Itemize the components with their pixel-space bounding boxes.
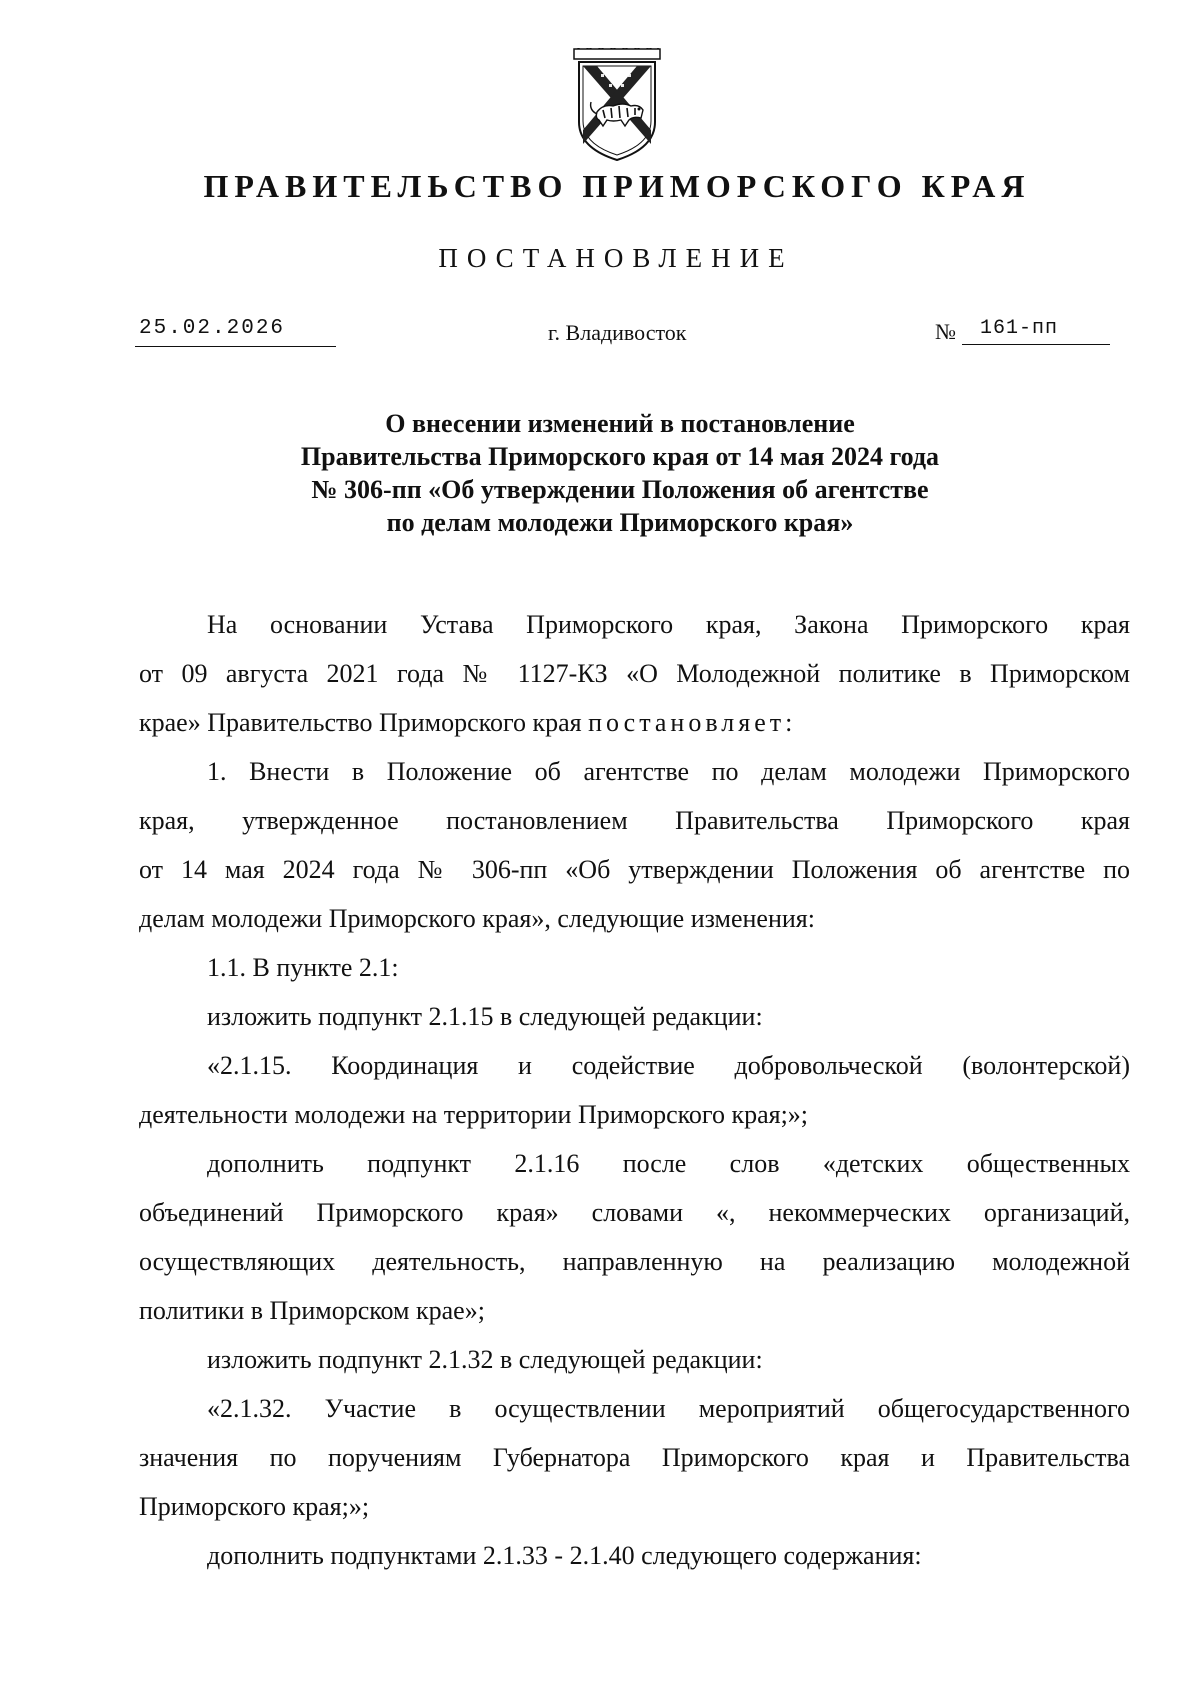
quote-2-1-32-line: «2.1.32. Участие в осуществлении мероприятий общегосударственного: [207, 1394, 1130, 1423]
preamble-line: [139, 698, 1130, 747]
document-type: ПОСТАНОВЛЕНИЕ: [438, 243, 794, 273]
preamble-text: крае» Правительство Приморского края: [139, 708, 589, 737]
change-2-1-16-line: дополнить подпункт 2.1.16 после слов «детских общественных: [207, 1149, 1130, 1178]
preamble-line: На основании Устава Приморского края, Закона Приморского края: [207, 610, 1130, 639]
number-sign: №: [935, 319, 956, 344]
document-subject: [200, 407, 1040, 539]
change-2-1-16-line: политики в Приморском крае»;: [139, 1296, 485, 1325]
subject-line: О внесении изменений в постановление: [385, 409, 855, 438]
resolution-keyword: постановляет:: [588, 708, 797, 737]
change-2-1-32-intro: изложить подпункт 2.1.32 в следующей редакции:: [207, 1345, 763, 1374]
item-1-line: делам молодежи Приморского края», следующие изменения:: [139, 904, 815, 933]
item-1-1: 1.1. В пункте 2.1:: [207, 953, 399, 982]
quote-2-1-15-line: деятельности молодежи на территории Приморского края;»;: [139, 1100, 809, 1129]
document-number-block: [935, 314, 1110, 346]
document-city: г. Владивосток: [548, 320, 687, 345]
organization-title: ПРАВИТЕЛЬСТВО ПРИМОРСКОГО КРАЯ: [203, 168, 1031, 204]
subject-line: № 306-пп «Об утверждении Положения об агентстве: [311, 475, 929, 504]
change-2-1-15-intro: изложить подпункт 2.1.15 в следующей редакции:: [207, 1002, 763, 1031]
item-1-line: края, утвержденное постановлением Правительства Приморского края: [139, 806, 1130, 835]
quote-2-1-32-line: Приморского края;»;: [139, 1492, 370, 1521]
change-2-1-33-40-intro: дополнить подпунктами 2.1.33 - 2.1.40 следующего содержания:: [207, 1541, 922, 1570]
item-1-line: 1. Внести в Положение об агентстве по делам молодежи Приморского: [207, 757, 1130, 786]
change-2-1-16-line: объединений Приморского края» словами «, некоммерческих организаций,: [139, 1198, 1130, 1227]
coat-of-arms-emblem: [573, 48, 661, 162]
preamble-line: от 09 августа 2021 года № 1127-КЗ «О Молодежной политике в Приморском: [139, 659, 1130, 688]
subject-line: Правительства Приморского края от 14 мая 2024 года: [300, 442, 940, 471]
change-2-1-16-line: осуществляющих деятельность, направленную на реализацию молодежной: [139, 1247, 1130, 1276]
item-1-line: от 14 мая 2024 года № 306-пп «Об утверждении Положения об агентстве по: [139, 855, 1130, 884]
quote-2-1-32-line: значения по поручениям Губернатора Приморского края и Правительства: [139, 1443, 1130, 1472]
document-date: 25.02.2026: [135, 314, 336, 347]
quote-2-1-15-line: «2.1.15. Координация и содействие добровольческой (волонтерской): [207, 1051, 1130, 1080]
document-number: 161-пп: [962, 314, 1110, 345]
subject-line: по делам молодежи Приморского края»: [386, 508, 854, 537]
document-body: [139, 600, 1130, 1580]
